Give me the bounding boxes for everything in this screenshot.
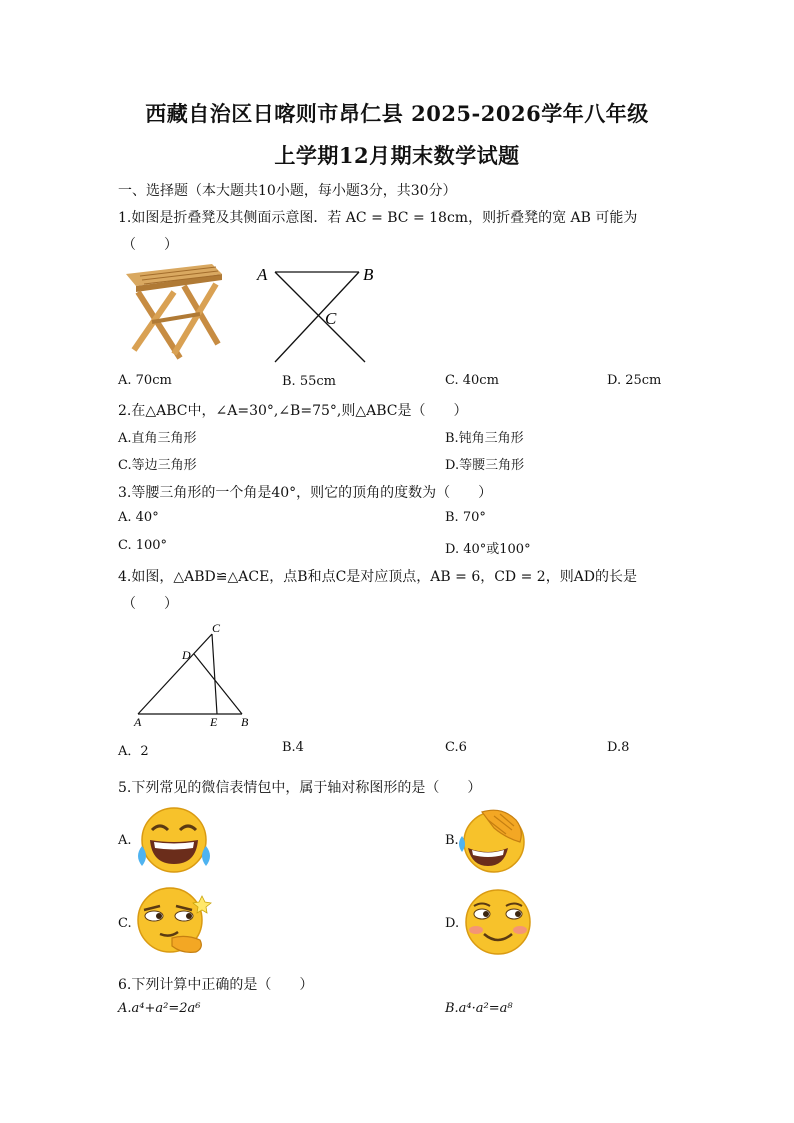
- q4-label-e: E: [210, 715, 218, 729]
- q3-option-c[interactable]: C. 100°: [118, 538, 168, 553]
- q3-stem: 3.等腰三角形的一个角是40°，则它的顶角的度数为（ ）: [118, 485, 493, 501]
- q1-label-a: A: [257, 265, 268, 284]
- q5-option-b[interactable]: B.: [445, 833, 459, 848]
- q4-option-b[interactable]: B.4: [282, 740, 304, 755]
- q2-option-a[interactable]: A.直角三角形: [118, 431, 197, 446]
- q1-option-d[interactable]: D. 25cm: [607, 373, 662, 388]
- q4-option-d[interactable]: D.8: [607, 740, 630, 755]
- q4-figure: [130, 620, 260, 730]
- q1-label-b: B: [363, 265, 374, 284]
- q1-paren: （ ）: [122, 237, 178, 253]
- stool-photo: [118, 262, 228, 362]
- doc-title-line1: 西藏自治区日喀则市昂仁县 2025-2026学年八年级: [145, 101, 649, 126]
- q6-option-a[interactable]: A.a⁴+a²=2a⁶: [118, 1001, 201, 1016]
- q1-option-a[interactable]: A. 70cm: [118, 373, 172, 388]
- q2-option-b[interactable]: B.钝角三角形: [445, 431, 524, 446]
- q4-label-d: D: [182, 648, 191, 662]
- q3-option-b[interactable]: B. 70°: [445, 510, 486, 525]
- sly-smile-emoji[interactable]: [458, 886, 538, 958]
- q4-label-a: A: [134, 715, 142, 729]
- q6-stem: 6.下列计算中正确的是（ ）: [118, 977, 314, 993]
- q4-option-c[interactable]: C.6: [445, 740, 467, 755]
- q3-option-d[interactable]: D. 40°或100°: [445, 542, 531, 557]
- q4-paren: （ ）: [122, 596, 178, 612]
- laughing-tears-emoji[interactable]: [134, 806, 214, 874]
- facepalm-laugh-emoji[interactable]: [458, 806, 530, 874]
- q1-option-c[interactable]: C. 40cm: [445, 373, 499, 388]
- q2-option-c[interactable]: C.等边三角形: [118, 458, 197, 473]
- q1-label-c: C: [325, 309, 337, 328]
- smirk-thinking-emoji[interactable]: [132, 884, 214, 956]
- q5-stem: 5.下列常见的微信表情包中，属于轴对称图形的是（ ）: [118, 780, 482, 796]
- q4-label-c: C: [212, 621, 221, 635]
- q4-option-a[interactable]: A．2: [118, 744, 149, 759]
- q4-stem: 4.如图，△ABD≌△ACE，点B和点C是对应顶点，AB = 6，CD = 2，则AD的长是: [118, 569, 638, 585]
- q1-figure: [255, 262, 385, 368]
- q4-label-b: B: [241, 715, 249, 729]
- section-heading: 一、选择题（本大题共10小题，每小题3分，共30分）: [118, 183, 457, 199]
- q2-option-d[interactable]: D.等腰三角形: [445, 458, 525, 473]
- q1-stem: 1.如图是折叠凳及其侧面示意图．若 AC = BC = 18cm，则折叠凳的宽 AB 可能为: [118, 210, 638, 226]
- q3-option-a[interactable]: A. 40°: [118, 510, 159, 525]
- q2-stem: 2.在△ABC中，∠A=30°,∠B=75°,则△ABC是（ ）: [118, 403, 468, 419]
- q5-option-a[interactable]: A.: [118, 833, 132, 848]
- q5-option-c[interactable]: C.: [118, 916, 132, 931]
- q5-option-d[interactable]: D.: [445, 916, 460, 931]
- doc-title-line2: 上学期12月期末数学试题: [274, 143, 520, 168]
- q6-option-b[interactable]: B.a⁴·a²=a⁸: [445, 1001, 513, 1016]
- q1-option-b[interactable]: B. 55cm: [282, 374, 336, 389]
